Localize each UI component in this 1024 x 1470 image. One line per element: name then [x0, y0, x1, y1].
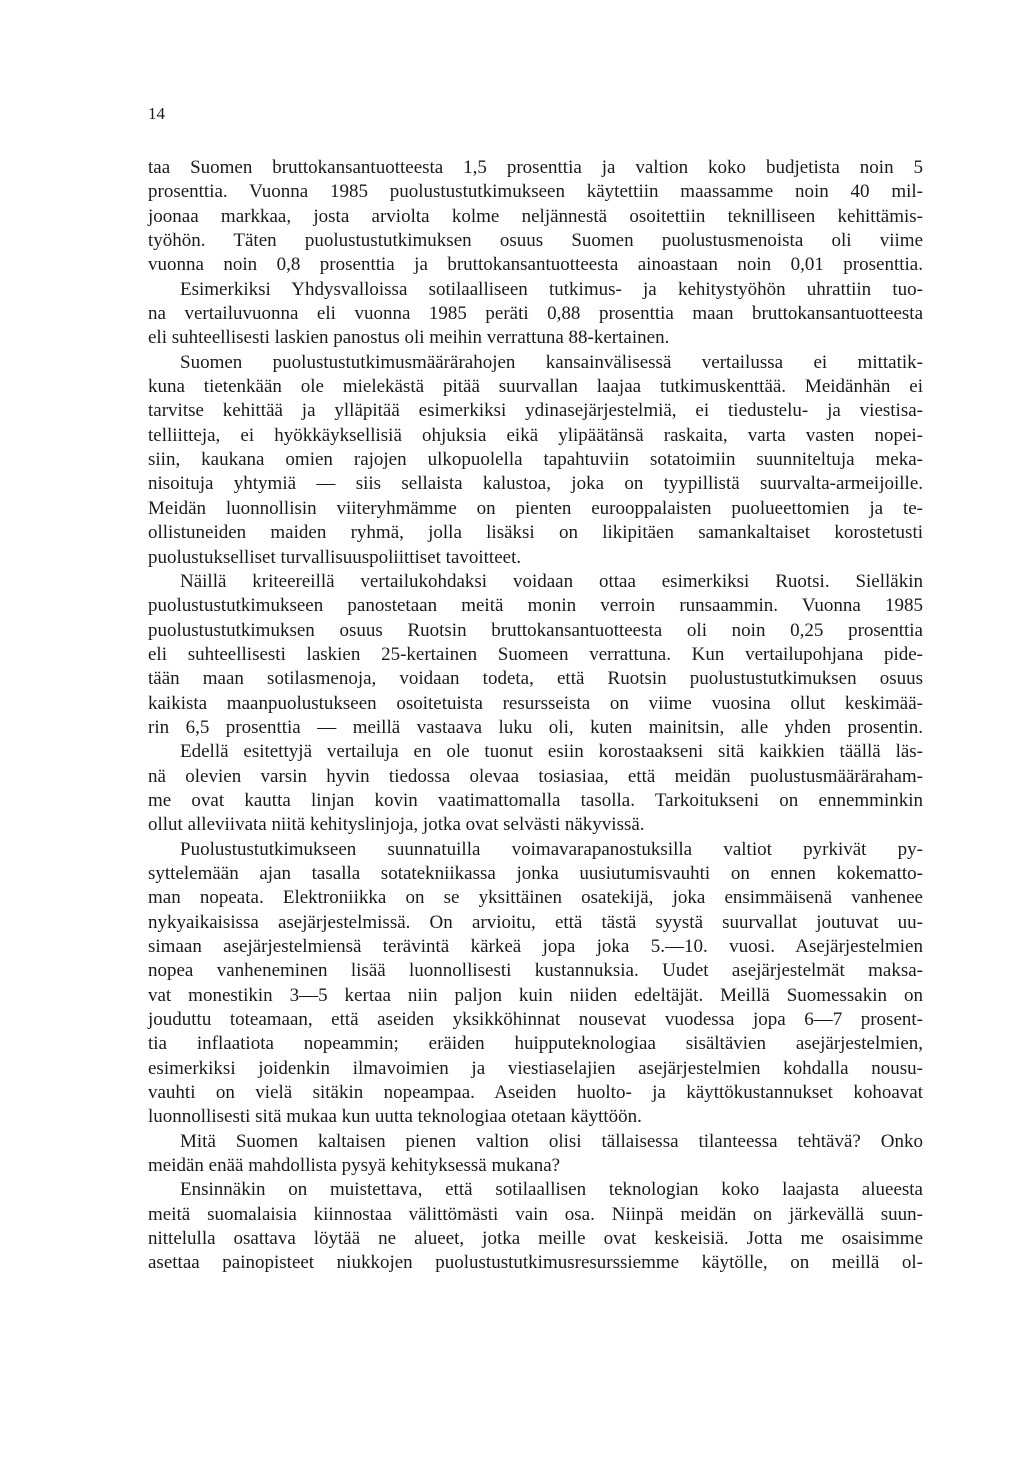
text-line: telliitteja, ei hyökkäyksellisiä ohjuksia eikä ylipäätänsä raskaita, varta vasten nopei- [148, 424, 923, 446]
text-line: nittelulla osattava löytää ne alueet, jotka meille ovat keskeisiä. Jotta me osaisimme [148, 1228, 923, 1250]
text-line: na vertailuvuonna eli vuonna 1985 peräti 0,88 prosenttia maan bruttokansantuotteesta [148, 303, 923, 325]
body-text [148, 156, 923, 1276]
text-line: Esimerkiksi Yhdysvalloissa sotilaalliseen tutkimus- ja kehitystyöhön uhrattiin tuo- [180, 278, 923, 300]
text-line: Mitä Suomen kaltaisen pienen valtion olisi tällaisessa tilanteessa tehtävä? Onko [180, 1130, 923, 1152]
text-line: siin, kaukana omien rajojen ulkopuolella tapahtuviin sotatoimiin suunniteltuja meka- [148, 449, 923, 471]
text-line: ollistuneiden maiden ryhmä, jolla lisäksi on likipitäen samankaltaiset korostetusti [148, 522, 923, 544]
text-line: taa Suomen bruttokansantuotteesta 1,5 prosenttia ja valtion koko budjetista noin 5 [148, 157, 923, 178]
text-line: Edellä esitettyjä vertailuja en ole tuonut esiin korostaakseni sitä kaikkien täällä läs- [180, 741, 923, 763]
text-line: Ensinnäkin on muistettava, että sotilaallisen teknologian koko laajasta alueesta [180, 1179, 923, 1201]
text-line: prosenttia. Vuonna 1985 puolustustutkimukseen käytettiin maassamme noin 40 mil- [148, 181, 923, 203]
text-line: vat monestikin 3—5 kertaa niin paljon kuin niiden edeltäjät. Meillä Suomessakin on [148, 984, 923, 1006]
text-line: nisoituja yhtymiä — siis sellaista kalustoa, joka on tyypillistä suurvalta-armeijoille. [148, 473, 923, 495]
text-line: kuna tietenkään ole mielekästä pitää suurvallan laajaa tutkimuskenttää. Meidänhän ei [148, 376, 923, 398]
text-line: joonaa markkaa, josta arviolta kolme neljännestä osoitettiin teknilliseen kehittämis- [148, 205, 923, 227]
text-line: jouduttu toteamaan, että aseiden yksikköhinnat nousevat vuodessa jopa 6—7 prosent- [148, 1009, 923, 1031]
text-line: tia inflaatiota nopeammin; eräiden huipputeknologiaa sisältävien asejärjestelmien, [148, 1033, 923, 1055]
text-line: luonnollisesti sitä mukaa kun uutta teknologiaa otetaan käyttöön. [148, 1106, 642, 1128]
text-line: me ovat kautta linjan kovin vaatimattomalla tasolla. Tarkoitukseni on ennemminkin [148, 789, 923, 811]
text-line: puolustustutkimuksen osuus Ruotsin bruttokansantuotteesta oli noin 0,25 prosenttia [148, 619, 923, 641]
text-line: Näillä kriteereillä vertailukohdaksi voidaan ottaa esimerkiksi Ruotsi. Sielläkin [180, 570, 923, 592]
text-line: kaikista maanpuolustukseen osoitetuista resursseista on viime vuosina ollut keskimää- [148, 692, 923, 714]
text-line: simaan asejärjestelmiensä terävintä kärkeä jopa joka 5.—10. vuosi. Asejärjestelmien [148, 936, 923, 957]
text-line: man nopeata. Elektroniikka on se yksittäinen osatekijä, joka ensimmäisenä vanhenee [148, 887, 923, 909]
text-line: nopea vanheneminen lisää luonnollisesti kustannuksia. Uudet asejärjestelmät maksa- [148, 960, 923, 982]
text-line: nykyaikaisissa asejärjestelmissä. On arvioitu, että tästä syystä suurvallat joutuvat uu- [148, 911, 923, 933]
text-line: Puolustustutkimukseen suunnatuilla voimavarapanostuksilla valtiot pyrkivät py- [180, 838, 923, 860]
text-line: Suomen puolustustutkimusmäärärahojen kansainvälisessä vertailussa ei mittatik- [180, 351, 923, 373]
page-number: 14 [148, 104, 165, 123]
text-line: työhön. Täten puolustustutkimuksen osuus Suomen puolustusmenoista oli viime [148, 230, 923, 252]
text-line: eli suhteellisesti laskien panostus oli meihin verrattuna 88-kertainen. [148, 327, 670, 349]
text-line: tarvitse kehittää ja ylläpitää esimerkiksi ydinasejärjestelmiä, ei tiedustelu- ja viestisa- [148, 400, 923, 422]
text-line: meitä suomalaisia kiinnostaa välittömästi vain osa. Niinpä meidän on järkevällä suun- [148, 1203, 923, 1225]
text-line: eli suhteellisesti laskien 25-kertainen Suomeen verrattuna. Kun vertailupohjana pide- [148, 643, 923, 665]
text-line: nä olevien varsin hyvin tiedossa olevaa tosiasiaa, että meidän puolustusmääräraham- [148, 765, 923, 787]
text-line: tään maan sotilasmenoja, voidaan todeta, että Ruotsin puolustustutkimuksen osuus [148, 668, 923, 690]
text-line: vauhti on vielä sitäkin nopeampaa. Aseiden huolto- ja käyttökustannukset kohoavat [148, 1082, 923, 1104]
text-line: rin 6,5 prosenttia — meillä vastaava luku oli, kuten mainitsin, alle yhden prosentin. [148, 716, 923, 738]
text-line: vuonna noin 0,8 prosenttia ja bruttokansantuotteesta ainoastaan noin 0,01 prosenttia. [148, 254, 923, 276]
text-line: meidän enää mahdollista pysyä kehityksessä mukana? [148, 1155, 561, 1177]
text-line: esimerkiksi joidenkin ilmavoimien ja viestiaselajien asejärjestelmien kohdalla nousu- [148, 1057, 923, 1079]
text-line: Meidän luonnollisin viiteryhmämme on pienten eurooppalaisten puolueettomien ja te- [148, 497, 923, 519]
text-line: asettaa painopisteet niukkojen puolustustutkimusresurssiemme käytölle, on meillä ol- [148, 1252, 923, 1274]
text-line: puolustustutkimukseen panostetaan meitä monin verroin runsaammin. Vuonna 1985 [148, 595, 923, 617]
text-line: syttelemään ajan tasalla sotatekniikassa jonka uusiutumisvauhti on ennen kokematto- [148, 862, 923, 884]
text-line: ollut alleviivata niitä kehityslinjoja, jotka ovat selvästi näkyvissä. [148, 814, 645, 836]
text-line: puolustukselliset turvallisuuspoliittiset tavoitteet. [148, 546, 522, 568]
